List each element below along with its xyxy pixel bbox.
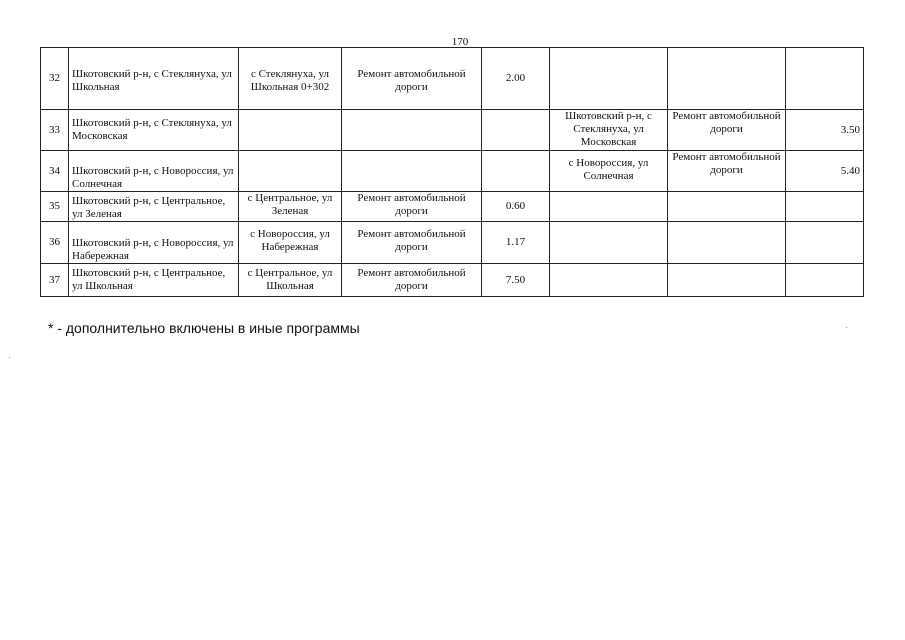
location-cell [239, 151, 342, 192]
row-number: 33 [41, 110, 69, 151]
address2-cell [550, 222, 668, 264]
table-row [41, 192, 864, 222]
length2-cell: 3.50 [786, 110, 864, 151]
address2-cell: с Новороссия, ул Солнечная [550, 151, 668, 192]
row-number: 32 [41, 48, 69, 110]
length2-cell [786, 222, 864, 264]
address2-cell [550, 264, 668, 297]
address-cell: Шкотовский р-н, с Центральное, ул Школьная [69, 264, 239, 297]
length2-cell [786, 264, 864, 297]
length2-cell [786, 192, 864, 222]
length-cell [482, 110, 550, 151]
address-cell: Шкотовский р-н, с Центральное, ул Зеленая [69, 192, 239, 222]
work-type2-cell: Ремонт автомобильной дороги [668, 151, 786, 192]
work-type-cell: Ремонт автомобильной дороги [342, 264, 482, 297]
location-cell: с Центральное, ул Зеленая [239, 192, 342, 222]
roads-table [40, 47, 864, 297]
scan-speck [9, 357, 10, 358]
address-cell: Шкотовский р-н, с Стеклянуха, ул Школьная [69, 48, 239, 110]
address-cell: Шкотовский р-н, с Стеклянуха, ул Московская [69, 110, 239, 151]
table-row [41, 48, 864, 110]
length-cell: 1.17 [482, 222, 550, 264]
table-row [41, 264, 864, 297]
work-type-cell [342, 151, 482, 192]
row-number: 36 [41, 222, 69, 264]
length-cell: 7.50 [482, 264, 550, 297]
row-number: 35 [41, 192, 69, 222]
location-cell: с Новороссия, ул Набережная [239, 222, 342, 264]
work-type2-cell: Ремонт автомобильной дороги [668, 110, 786, 151]
address-cell: Шкотовский р-н, с Новороссия, ул Солнечная [69, 151, 239, 192]
table-row [41, 222, 864, 264]
length2-cell [786, 48, 864, 110]
row-number: 37 [41, 264, 69, 297]
table-row [41, 151, 864, 192]
location-cell [239, 110, 342, 151]
length-cell: 2.00 [482, 48, 550, 110]
location-cell: с Центральное, ул Школьная [239, 264, 342, 297]
length-cell [482, 151, 550, 192]
work-type2-cell [668, 48, 786, 110]
location-cell: с Стеклянуха, ул Школьная 0+302 [239, 48, 342, 110]
work-type-cell: Ремонт автомобильной дороги [342, 222, 482, 264]
length2-cell: 5.40 [786, 151, 864, 192]
work-type2-cell [668, 192, 786, 222]
work-type-cell: Ремонт автомобильной дороги [342, 48, 482, 110]
address2-cell [550, 192, 668, 222]
table-row [41, 110, 864, 151]
footnote: * - дополнительно включены в иные программы [48, 320, 360, 336]
work-type-cell: Ремонт автомобильной дороги [342, 192, 482, 222]
work-type-cell [342, 110, 482, 151]
work-type2-cell [668, 264, 786, 297]
work-type2-cell [668, 222, 786, 264]
page-number: 170 [451, 36, 469, 48]
address2-cell [550, 48, 668, 110]
scan-speck [846, 327, 847, 328]
address2-cell: Шкотовский р-н, с Стеклянуха, ул Московская [550, 110, 668, 151]
address-cell: Шкотовский р-н, с Новороссия, ул Набережная [69, 222, 239, 264]
row-number: 34 [41, 151, 69, 192]
length-cell: 0.60 [482, 192, 550, 222]
